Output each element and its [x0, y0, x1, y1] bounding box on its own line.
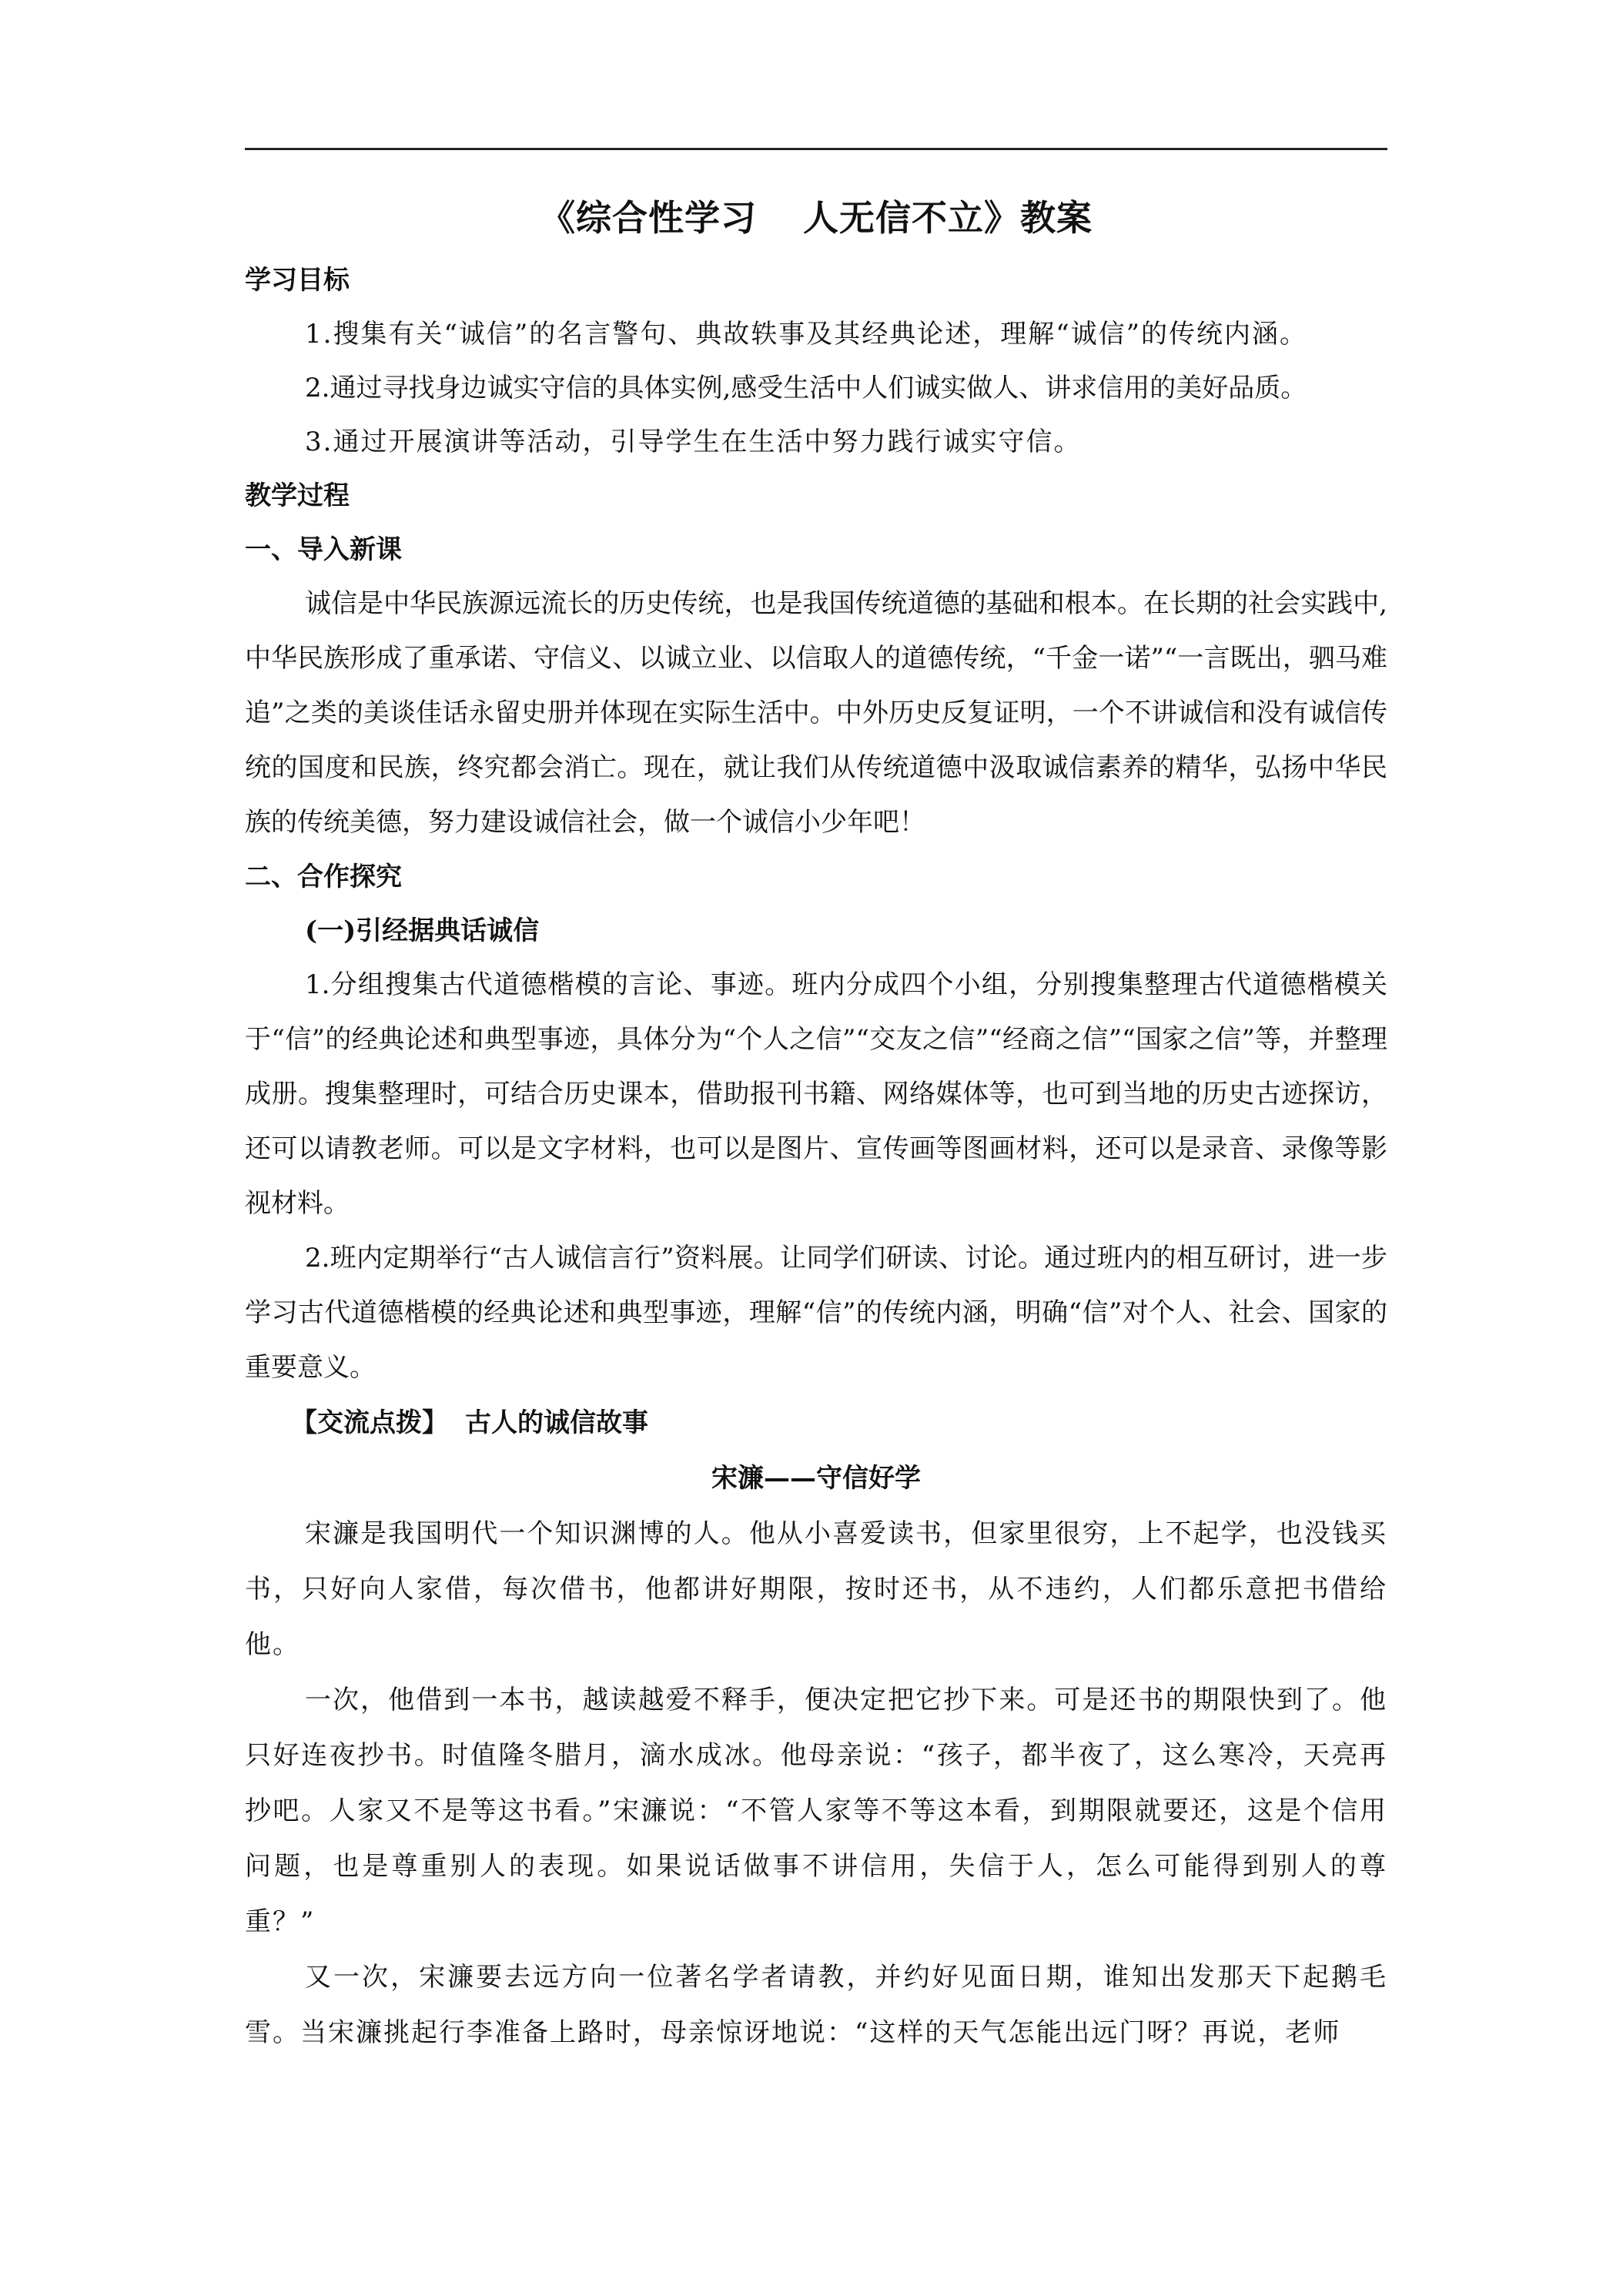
objective-2: 2.通过寻找身边诚实守信的具体实例,感受生活中人们诚实做人、讲求信用的美好品质。: [305, 373, 1307, 403]
story-paragraph-1: 宋濂是我国明代一个知识渊博的人。他从小喜爱读书，但家里很穷，上不起学，也没钱买书，只好向人家借，每次借书，他都讲好期限，按时还书，从不违约，人们都乐意把书借给他。: [245, 1518, 1387, 1660]
objective-1: 1.搜集有关“诚信”的名言警句、典故轶事及其经典论述，理解“诚信”的传统内涵。: [305, 319, 1307, 350]
story-paragraph-3: 又一次，宋濂要去远方向一位著名学者请教，并约好见面日期，谁知出发那天下起鹅毛雪。当宋濂挑起行李准备上路时，母亲惊讶地说：“这样的天气怎能出远门呀？再说，老师: [245, 1962, 1387, 2048]
callout-tag: 【交流点拨】: [291, 1407, 448, 1438]
title-part-1: 《综合性学习: [540, 197, 757, 239]
title-part-2: 人无信不立》教案: [803, 197, 1093, 239]
intro-heading: 一、导入新课: [245, 534, 402, 565]
story-body: [245, 1506, 1387, 2060]
page-title: [245, 189, 1387, 247]
explore-sub-heading: (一)引经据典话诚信: [305, 915, 540, 946]
intro-paragraph: 诚信是中华民族源远流长的历史传统，也是我国传统道德的基础和根本。在长期的社会实践中,中华民族形成了重承诺、守信义、以诚立业、以信取人的道德传统，“千金一诺”“一言既出，驷马难追”之类的美谈佳话永留史册并体现在实际生活中。中外历史反复证明，一个不讲诚信和没有诚信传统的国度和民族，终究都会消亡。现在，就让我们从传统道德中汲取诚信素养的精华，弘扬中华民族的传统美德，努力建设诚信社会，做一个诚信小少年吧！: [245, 588, 1387, 838]
explore-heading: 二、合作探究: [245, 862, 402, 892]
document-body: [245, 189, 1387, 2060]
header-rule: [245, 148, 1387, 150]
explore-paragraph-2: 2.班内定期举行“古人诚信言行”资料展。让同学们研读、讨论。通过班内的相互研讨，进一步学习古代道德楷模的经典论述和典型事迹，理解“信”的传统内涵，明确“信”对个人、社会、国家的重要意义。: [245, 1243, 1387, 1383]
objectives-heading: 学习目标: [245, 265, 350, 296]
callout-text: 古人的诚信故事: [465, 1407, 648, 1438]
objective-3: 3.通过开展演讲等活动，引导学生在生活中努力践行诚实守信。: [305, 427, 1082, 457]
story-title: 宋濂——守信好学: [711, 1463, 921, 1494]
story-paragraph-2: 一次，他借到一本书，越读越爱不释手，便决定把它抄下来。可是还书的期限快到了。他只好连夜抄书。时值隆冬腊月，滴水成冰。他母亲说：“孩子，都半夜了，这么寒冷，天亮再抄吧。人家又不是等这书看。”宋濂说：“不管人家等不等这本看，到期限就要还，这是个信用问题，也是尊重别人的表现。如果说话做事不讲信用，失信于人，怎么可能得到别人的尊重？”: [245, 1685, 1387, 1937]
process-heading: 教学过程: [245, 480, 350, 511]
explore-paragraph-1: 1.分组搜集古代道德楷模的言论、事迹。班内分成四个小组，分别搜集整理古代道德楷模关于“信”的经典论述和典型事迹，具体分为“个人之信”“交友之信”“经商之信”“国家之信”等，并整理成册。搜集整理时，可结合历史课本，借助报刊书籍、网络媒体等，也可到当地的历史古迹探访，还可以请教老师。可以是文字材料，也可以是图片、宣传画等图画材料，还可以是录音、录像等影视材料。: [245, 969, 1387, 1219]
callout-line: [245, 1395, 1387, 1451]
